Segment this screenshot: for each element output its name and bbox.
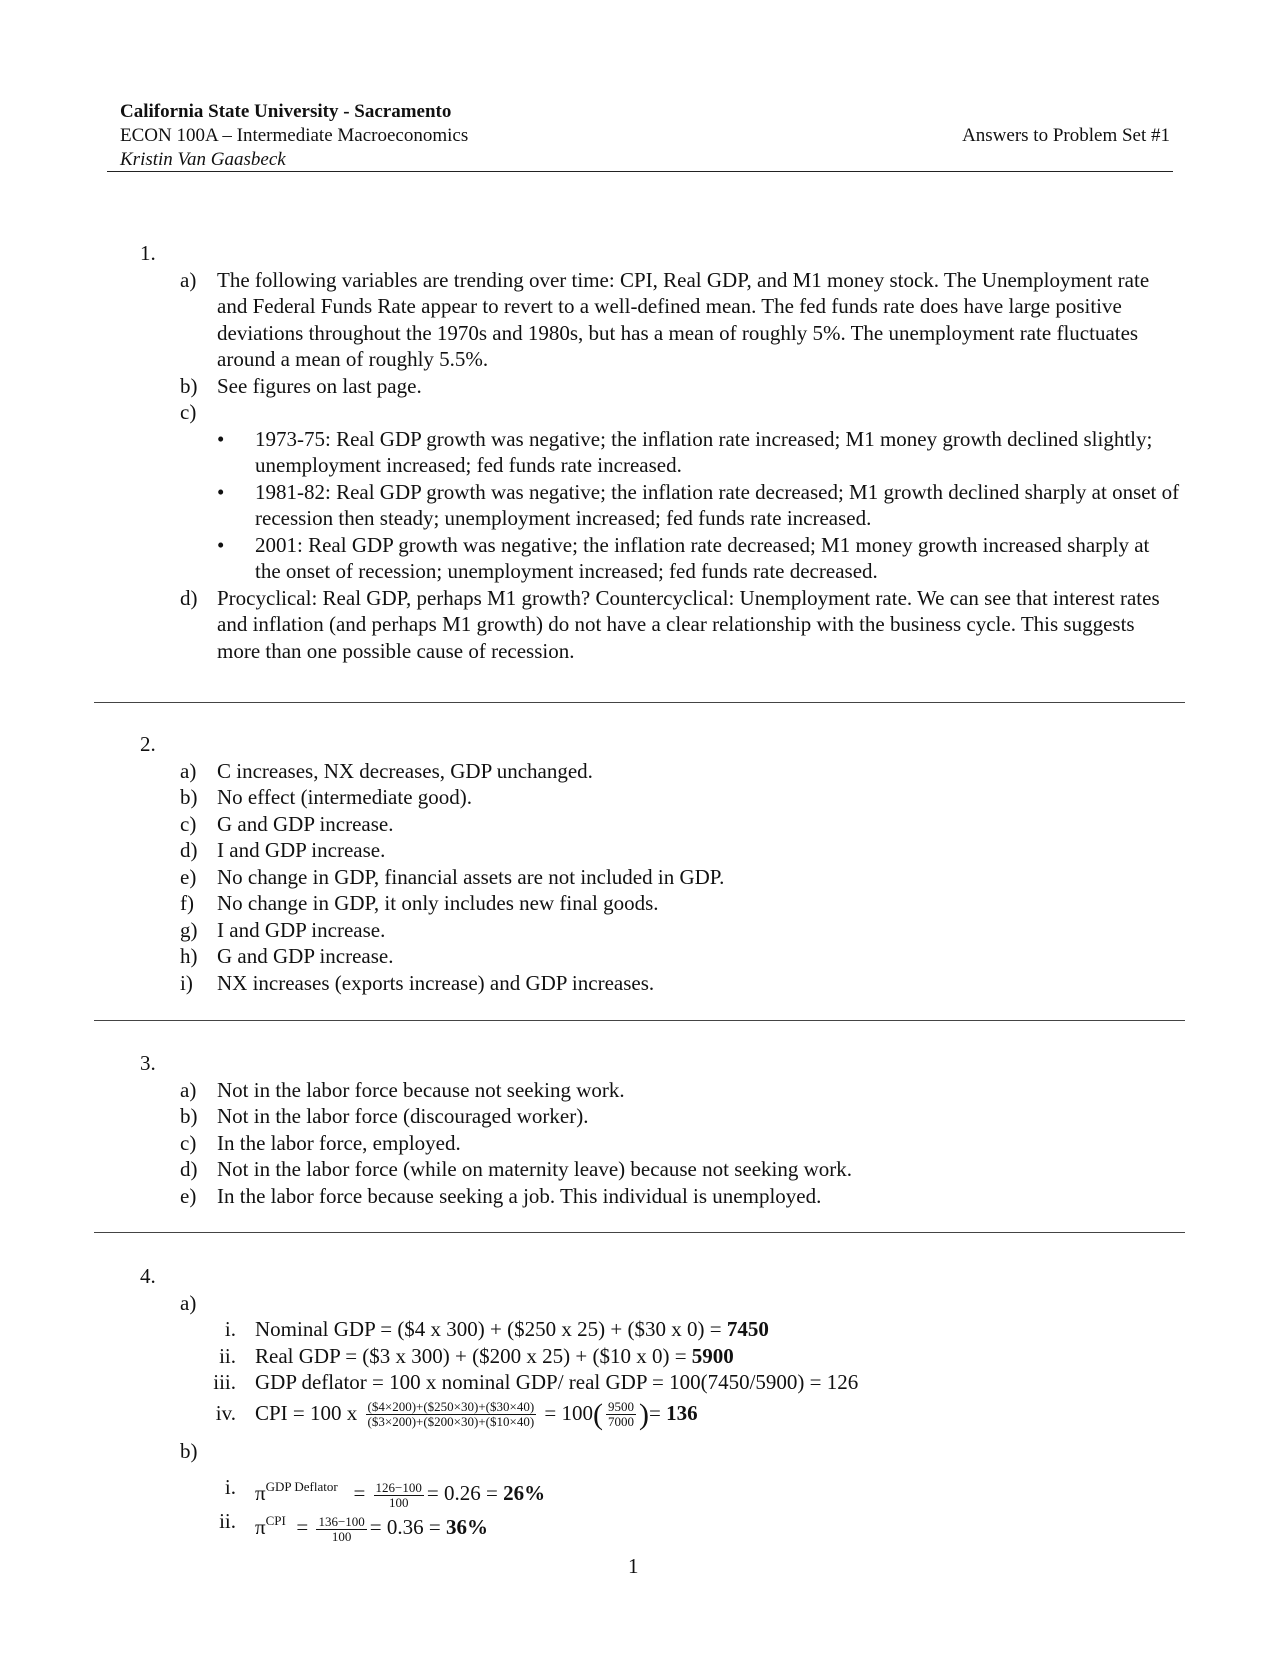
question-number: 3. — [140, 1051, 156, 1075]
calc-line-gdp-deflator — [140, 1369, 1180, 1396]
answer-item — [140, 784, 1180, 811]
calc-line-cpi — [140, 1396, 1180, 1430]
superscript: GDP Deflator — [265, 1479, 338, 1494]
item-text: I and GDP increase. — [217, 917, 386, 942]
roman-label: ii. — [219, 1343, 236, 1368]
document-header — [120, 100, 1170, 172]
calc-text: = — [296, 1515, 309, 1539]
calc-result: 5900 — [691, 1343, 734, 1368]
superscript: CPI — [265, 1513, 286, 1528]
item-label: b) — [180, 373, 198, 398]
calc-result: 26% — [503, 1481, 546, 1505]
answer-item — [140, 1438, 1180, 1465]
item-label: e) — [180, 1183, 197, 1208]
item-label: i) — [180, 970, 193, 995]
question-2 — [140, 731, 1180, 996]
answer-item — [140, 1183, 1180, 1210]
cpi-fraction — [366, 1400, 537, 1429]
question-number: 1. — [140, 241, 156, 265]
calc-text: = — [353, 1481, 366, 1505]
item-label: c) — [180, 811, 197, 836]
calc-text: = 0.36 = — [369, 1515, 441, 1539]
section-divider — [94, 1020, 1185, 1021]
fraction-numerator: 126−100 — [375, 1479, 422, 1495]
answer-item — [140, 864, 1180, 891]
institution-name: California State University - Sacramento — [120, 101, 452, 122]
header-rule — [107, 171, 1173, 172]
cpi-ratio-fraction — [606, 1400, 636, 1429]
calc-result: 36% — [445, 1515, 488, 1539]
item-label: c) — [180, 1130, 197, 1155]
item-label: b) — [180, 1104, 198, 1128]
answer-item — [140, 970, 1180, 997]
bullet-item — [140, 479, 1180, 532]
item-text: No change in GDP, it only includes new final goods. — [217, 891, 659, 915]
calc-text: = 100 — [544, 1400, 594, 1425]
page-number: 1 — [628, 1554, 639, 1578]
roman-label: ii. — [219, 1509, 236, 1533]
item-text: Not in the labor force because not seeking work. — [217, 1077, 625, 1102]
answer-item — [140, 943, 1180, 970]
item-label: h) — [180, 944, 198, 968]
roman-label: i. — [224, 1317, 236, 1341]
item-label: d) — [180, 838, 198, 862]
fraction-denominator: 100 — [331, 1528, 352, 1544]
answer-item — [140, 1103, 1180, 1130]
bullet-text: 1981-82: Real GDP growth was negative; the inflation rate decreased; M1 growth declined sharply at onset of recession then steady; unemployment increased; fed funds rate increased. — [255, 479, 1180, 530]
roman-label: i. — [224, 1475, 236, 1499]
answer-item — [140, 1130, 1180, 1157]
item-label: a) — [180, 267, 197, 292]
question-4 — [140, 1263, 1180, 1544]
item-label: a) — [180, 1290, 197, 1315]
item-text: No effect (intermediate good). — [217, 785, 473, 809]
calc-text: CPI = 100 x — [255, 1400, 358, 1425]
bullet-text: 1973-75: Real GDP growth was negative; the inflation rate increased; M1 money growth declined slightly; unemployment increased; fed funds rate increased. — [255, 426, 1153, 477]
fraction-denominator: 7000 — [608, 1414, 635, 1430]
bullet-text: 2001: Real GDP growth was negative; the inflation rate decreased; M1 money growth increased sharply at the onset of recession; unemployment increased; fed funds rate decreased. — [255, 532, 1150, 583]
document-title: Answers to Problem Set #1 — [962, 125, 1170, 146]
item-text: In the labor force because seeking a job. This individual is unemployed. — [217, 1183, 822, 1208]
calc-line-real-gdp — [140, 1343, 1180, 1370]
item-label: f) — [180, 891, 194, 915]
item-text: See figures on last page. — [217, 373, 422, 398]
fraction-denominator: 100 — [388, 1494, 409, 1510]
item-label: c) — [180, 400, 197, 424]
item-text: G and GDP increase. — [217, 811, 394, 836]
answer-item — [140, 267, 1180, 373]
bullet-icon: • — [217, 532, 225, 557]
answer-item — [140, 837, 1180, 864]
section-divider — [94, 1232, 1185, 1233]
paren-close: ) — [639, 1397, 650, 1431]
answer-item — [140, 758, 1180, 785]
inflation-cpi-line — [140, 1504, 1180, 1544]
bullet-icon: • — [217, 426, 225, 451]
item-text: C increases, NX decreases, GDP unchanged. — [217, 758, 593, 783]
fraction-denominator: ($3×200)+($200×30)+($10×40) — [367, 1414, 535, 1430]
calc-text: Real GDP = ($3 x 300) + ($200 x 25) + ($10 x 0) = — [255, 1343, 692, 1368]
question-number: 4. — [140, 1264, 156, 1288]
answer-item — [140, 373, 1180, 400]
calc-text: Nominal GDP = ($4 x 300) + ($250 x 25) + ($30 x 0) = — [255, 1317, 727, 1341]
bullet-icon: • — [217, 479, 225, 504]
item-label: e) — [180, 864, 197, 889]
answer-item — [140, 1156, 1180, 1183]
answer-item — [140, 890, 1180, 917]
inflation-fraction — [316, 1515, 366, 1544]
calc-text: = — [649, 1400, 661, 1425]
answer-item — [140, 399, 1180, 426]
item-text: Procyclical: Real GDP, perhaps M1 growth? Countercyclical: Unemployment rate. We can see that interest rates and inflation (and perhaps M1 growth) do not have a clear relationship with the business cycle. This suggests more than one possible cause of recession. — [217, 585, 1160, 663]
item-text: Not in the labor force (discouraged worker). — [217, 1104, 589, 1128]
answer-item — [140, 1077, 1180, 1104]
item-label: b) — [180, 1438, 198, 1463]
bullet-item — [140, 426, 1180, 479]
answer-item — [140, 811, 1180, 838]
calc-line-nominal-gdp — [140, 1316, 1180, 1343]
inflation-deflator-line — [140, 1470, 1180, 1510]
answer-item — [140, 585, 1180, 665]
item-label: b) — [180, 785, 198, 809]
question-3 — [140, 1050, 1180, 1209]
paren-open: ( — [593, 1397, 604, 1431]
item-label: d) — [180, 585, 198, 610]
answer-item — [140, 917, 1180, 944]
fraction-numerator: ($4×200)+($250×30)+($30×40) — [367, 1399, 535, 1415]
fraction-numerator: 9500 — [608, 1399, 635, 1415]
item-label: d) — [180, 1157, 198, 1181]
item-label: a) — [180, 1077, 197, 1102]
calc-result: 7450 — [726, 1317, 769, 1341]
item-text: No change in GDP, financial assets are not included in GDP. — [217, 864, 725, 889]
course-title: ECON 100A – Intermediate Macroeconomics — [120, 125, 469, 146]
question-number: 2. — [140, 732, 156, 756]
bullet-item — [140, 532, 1180, 585]
answer-item — [140, 1290, 1180, 1317]
item-text: NX increases (exports increase) and GDP increases. — [217, 970, 655, 995]
question-1 — [140, 240, 1180, 664]
roman-label: iii. — [213, 1370, 236, 1394]
item-label: a) — [180, 758, 197, 783]
pi-symbol: π — [255, 1481, 266, 1505]
fraction-numerator: 136−100 — [318, 1513, 365, 1529]
calc-text: = 0.26 = — [426, 1481, 498, 1505]
calc-text: GDP deflator = 100 x nominal GDP/ real GDP = 100(7450/5900) = 126 — [255, 1370, 859, 1394]
item-label: g) — [180, 917, 198, 942]
roman-label: iv. — [215, 1400, 236, 1425]
section-divider — [94, 702, 1185, 703]
item-text: Not in the labor force (while on maternity leave) because not seeking work. — [217, 1157, 853, 1181]
author-name: Kristin Van Gaasbeck — [120, 149, 286, 170]
item-text: The following variables are trending over time: CPI, Real GDP, and M1 money stock. The Unemployment rate and Federal Funds Rate appear to revert to a well-defined mean. The fed funds rate does have large positive deviations throughout the 1970s and 1980s, but has a mean of roughly 5%. The unemployment rate fluctuates around a mean of roughly 5.5%. — [217, 267, 1150, 371]
item-text: G and GDP increase. — [217, 944, 394, 968]
item-text: I and GDP increase. — [217, 838, 386, 862]
item-text: In the labor force, employed. — [217, 1130, 461, 1155]
calc-result: 136 — [666, 1400, 698, 1425]
pi-symbol: π — [255, 1515, 266, 1539]
